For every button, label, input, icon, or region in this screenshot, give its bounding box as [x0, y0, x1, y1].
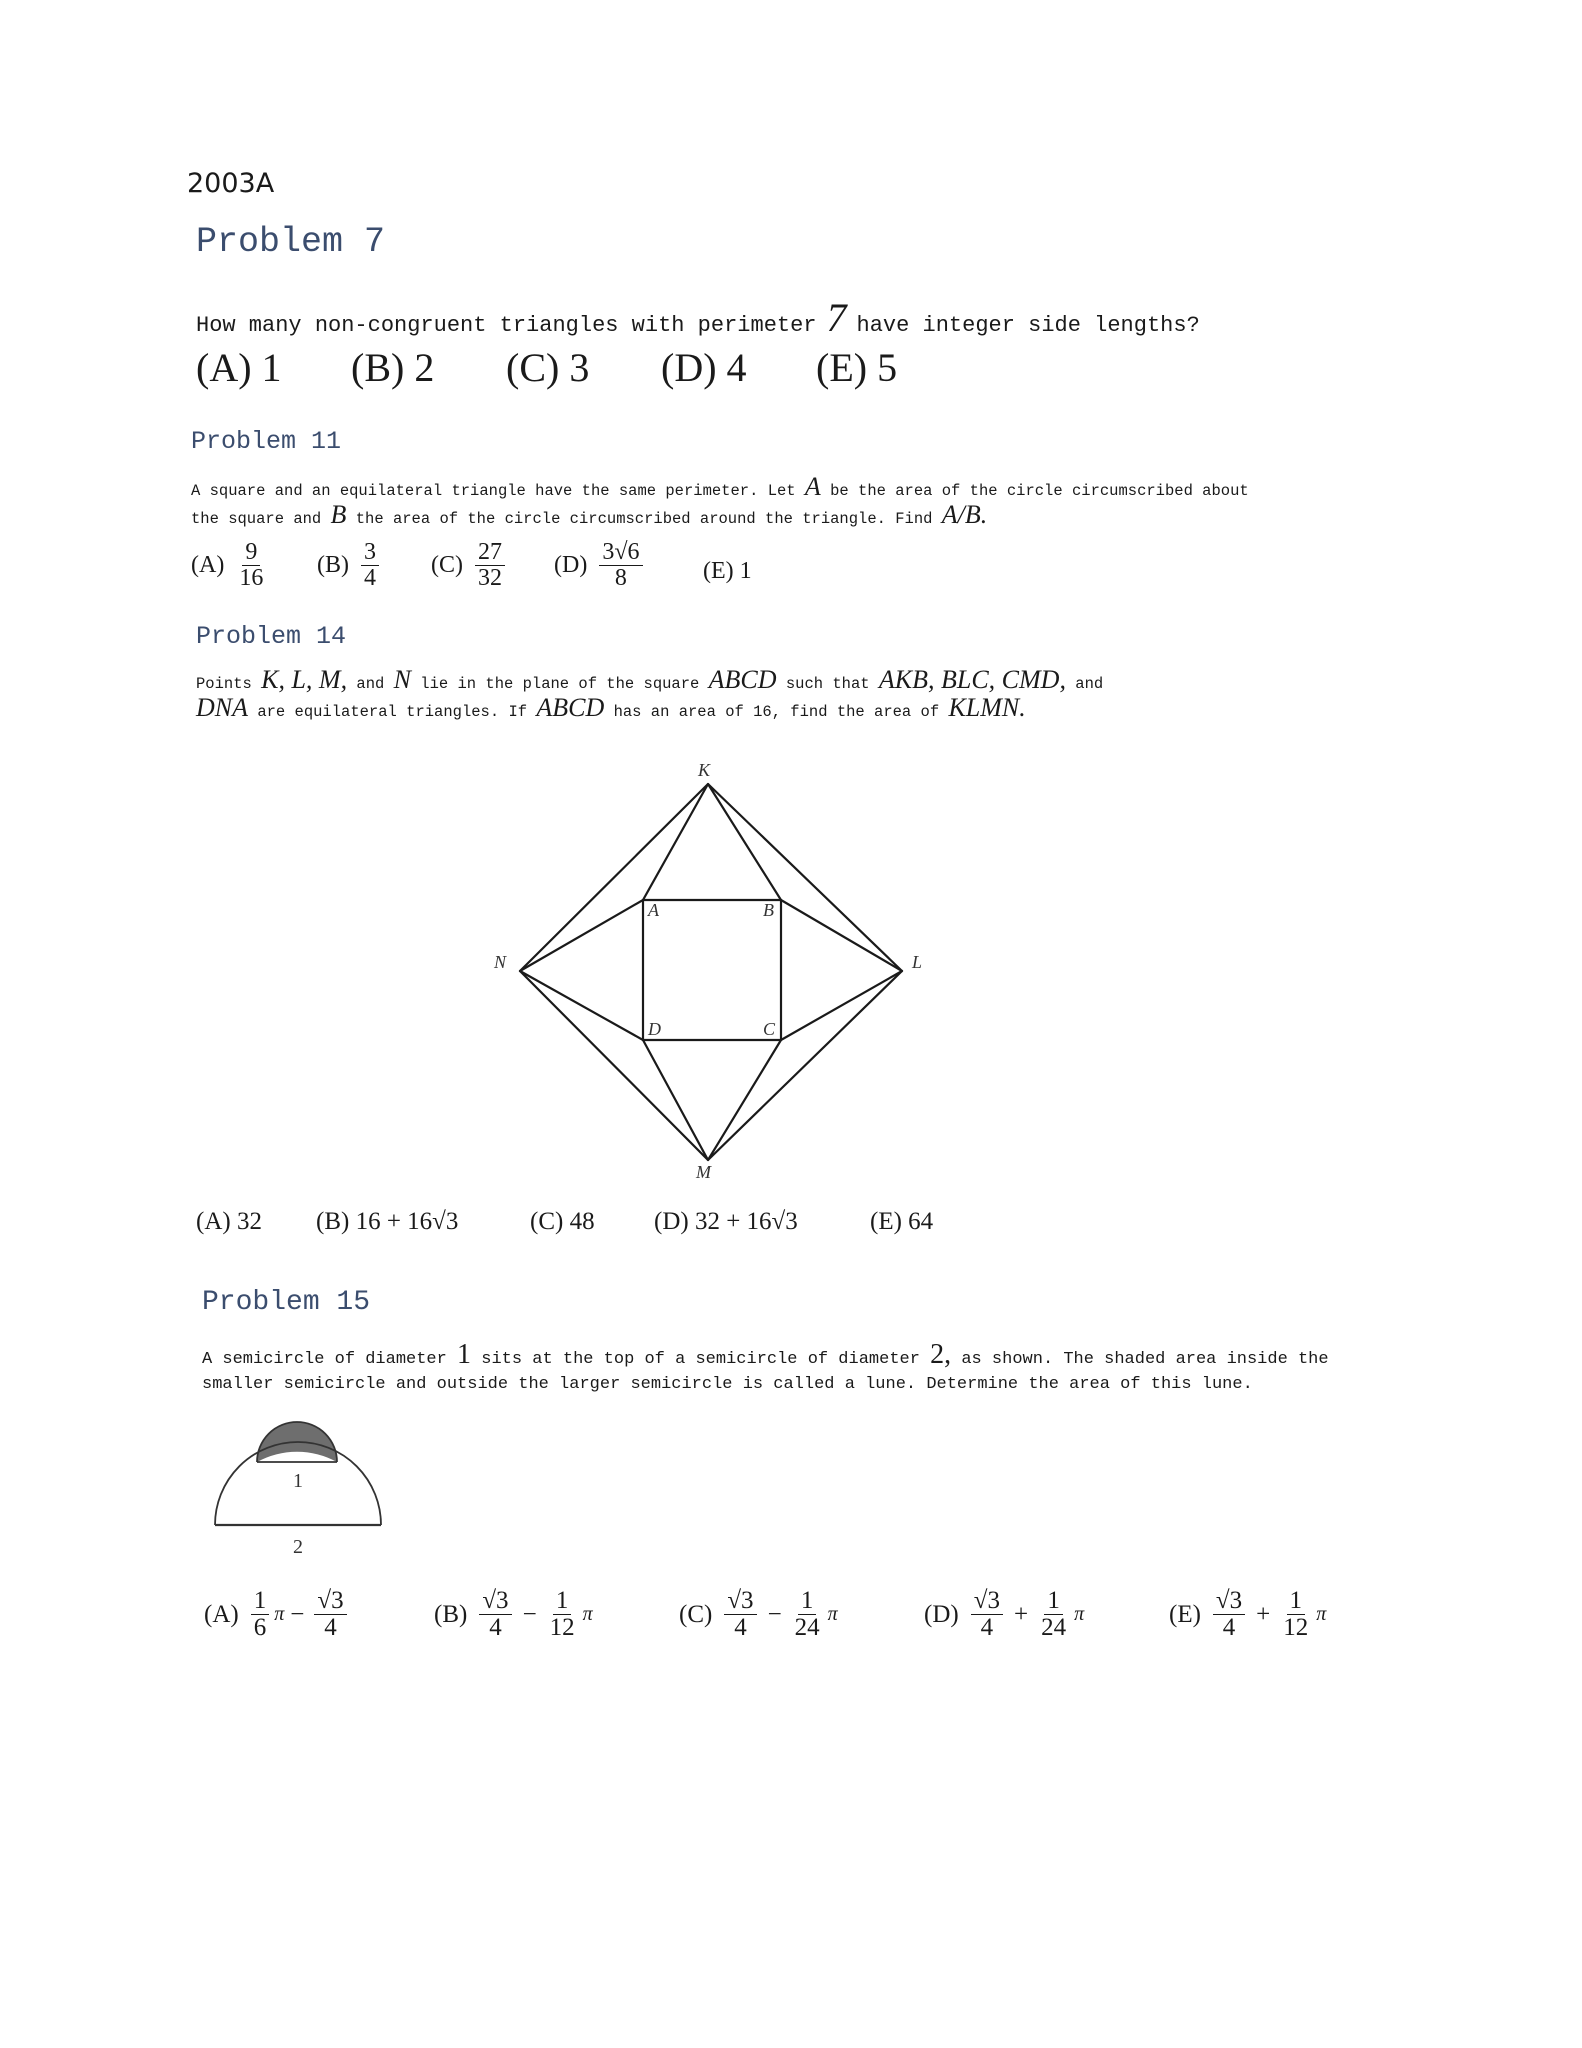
denominator: 4 [364, 565, 376, 592]
page-header: 2003A [187, 168, 275, 199]
question-text: such that [785, 675, 870, 693]
fraction [236, 540, 266, 591]
question-text: be the area of the circle circumscribed about [830, 482, 1249, 500]
denominator: 6 [253, 1614, 267, 1642]
denominator: 4 [324, 1614, 337, 1642]
numerator: 1 [798, 1588, 817, 1615]
triangle-blc [781, 900, 902, 1040]
question-text: and [1075, 675, 1104, 693]
fraction [251, 1588, 270, 1642]
choice-label: (A) [204, 1600, 239, 1628]
triangle-dna [520, 900, 643, 1040]
problem-7-title: Problem 7 [196, 222, 386, 262]
math-text: K, L, M, [261, 665, 348, 694]
question-text: sits at the top of a semicircle of diameter [481, 1350, 920, 1369]
question-text: has an area of 16, find the area of [613, 703, 940, 721]
klmn-figure [480, 750, 940, 1190]
question-text: Points [196, 675, 252, 693]
fraction [971, 1588, 1003, 1642]
denominator: 24 [794, 1614, 820, 1642]
math-text: N [393, 665, 411, 694]
operator: − [522, 1600, 537, 1628]
question-text: lie in the plane of the square [420, 675, 700, 693]
perimeter-value: 7 [826, 295, 847, 340]
label-b: B [763, 900, 774, 920]
fraction [547, 1588, 578, 1642]
choice-b [317, 540, 383, 591]
choice-b: (B) 2 [351, 345, 435, 390]
math-text: KLMN. [948, 693, 1026, 722]
choice-label: (C) [431, 552, 463, 579]
fraction [1213, 1588, 1245, 1642]
problem-14-question [196, 665, 1104, 724]
variable-b: B [330, 500, 347, 529]
choice-b [434, 1588, 593, 1642]
numerator: 3√6 [599, 540, 642, 566]
choice-label: (A) [191, 552, 225, 579]
triangle-akb [643, 784, 781, 900]
lune-figure [210, 1415, 390, 1565]
denominator: 12 [1283, 1614, 1309, 1642]
choice-c: (C) 48 [530, 1208, 595, 1235]
label-small-diameter: 1 [293, 1470, 303, 1492]
question-text: How many non-congruent triangles with perimeter [196, 313, 817, 338]
label-k: K [698, 760, 711, 780]
choice-e [1169, 1588, 1326, 1642]
choice-c [431, 540, 509, 591]
operator: + [1256, 1600, 1271, 1628]
diameter-large: 2, [930, 1339, 952, 1370]
choice-d: (D) 32 + 16√3 [654, 1208, 798, 1235]
choice-e: (E) 64 [870, 1208, 934, 1235]
numerator: 1 [1044, 1588, 1063, 1615]
label-large-diameter: 2 [293, 1536, 303, 1558]
diameter-small: 1 [457, 1339, 472, 1370]
question-text: have integer side lengths? [856, 313, 1200, 338]
choice-d [924, 1588, 1084, 1642]
pi-symbol: π [1074, 1603, 1085, 1626]
numerator: √3 [971, 1588, 1003, 1615]
denominator: 4 [1222, 1614, 1236, 1642]
problem-15-question [202, 1339, 1329, 1397]
question-text: A square and an equilateral triangle have the same perimeter. Let [191, 482, 796, 500]
fraction [792, 1588, 823, 1642]
question-text: the square and [191, 510, 322, 528]
choice-d [554, 540, 647, 591]
inner-square-abcd [643, 900, 781, 1040]
label-c: C [763, 1019, 776, 1039]
fraction [599, 540, 642, 591]
numerator: √3 [1213, 1588, 1245, 1615]
operator: + [1013, 1600, 1029, 1628]
denominator: 4 [980, 1614, 994, 1642]
choice-e: (E) 1 [703, 558, 752, 584]
operator: − [290, 1600, 305, 1628]
problem-14-title: Problem 14 [196, 622, 347, 651]
choice-label: (B) [317, 552, 349, 579]
choice-a [204, 1588, 352, 1642]
denominator: 12 [549, 1614, 575, 1642]
choice-a: (A) 32 [196, 1208, 262, 1235]
numerator: √3 [479, 1588, 511, 1615]
denominator: 4 [489, 1614, 502, 1642]
choice-label: (E) [1169, 1600, 1201, 1628]
question-text: the area of the circle circumscribed around the triangle. Find [355, 510, 933, 528]
math-text: ABCD [536, 693, 605, 722]
choice-d: (D) 4 [661, 345, 747, 390]
operator: − [767, 1600, 782, 1628]
numerator: √3 [724, 1588, 756, 1615]
triangle-cmd [643, 1040, 781, 1160]
denominator: 4 [734, 1614, 747, 1642]
math-text: ABCD [708, 665, 777, 694]
pi-symbol: π [274, 1603, 285, 1626]
choice-label: (D) [924, 1600, 959, 1628]
choice-label: (B) [434, 1600, 468, 1628]
fraction [724, 1588, 756, 1642]
denominator: 16 [239, 565, 264, 592]
question-text: A semicircle of diameter [202, 1350, 447, 1369]
variable-a: A [804, 472, 821, 501]
numerator: 1 [1287, 1588, 1306, 1615]
question-text: and [356, 675, 385, 693]
pi-symbol: π [1316, 1603, 1327, 1626]
numerator: 9 [242, 540, 260, 566]
denominator: 24 [1041, 1614, 1067, 1642]
label-m: M [696, 1162, 711, 1182]
problem-11-title: Problem 11 [191, 427, 342, 456]
pi-symbol: π [827, 1603, 838, 1626]
label-d: D [648, 1019, 661, 1039]
fraction [361, 540, 379, 591]
problem-11-question [191, 472, 1249, 531]
numerator: 27 [475, 540, 505, 566]
denominator: 32 [478, 565, 502, 592]
pi-symbol: π [582, 1603, 593, 1626]
fraction [314, 1588, 346, 1642]
label-l: L [912, 952, 923, 972]
choice-e: (E) 5 [816, 345, 898, 390]
problem-7-question [196, 294, 1200, 341]
choice-label: (C) [679, 1600, 713, 1628]
denominator: 8 [614, 565, 627, 592]
numerator: 1 [251, 1588, 270, 1615]
fraction [479, 1588, 511, 1642]
numerator: 1 [553, 1588, 572, 1615]
choice-a [191, 540, 270, 591]
choice-b: (B) 16 + 16√3 [316, 1208, 459, 1235]
question-text: are equilateral triangles. If [257, 703, 528, 721]
math-text: DNA [196, 693, 248, 722]
label-a: A [648, 900, 659, 920]
outer-square-klmn [520, 784, 902, 1160]
question-text: smaller semicircle and outside the larger semicircle is called a lune. Determine the area of this lune. [202, 1375, 1253, 1394]
ratio-ab: A/B. [941, 500, 988, 529]
question-text: as shown. The shaded area inside the [961, 1350, 1329, 1369]
fraction [1280, 1588, 1311, 1642]
numerator: √3 [314, 1588, 346, 1615]
choice-a: (A) 1 [196, 345, 282, 390]
fraction [1038, 1588, 1069, 1642]
math-text: AKB, BLC, CMD, [878, 665, 1066, 694]
problem-15-title: Problem 15 [202, 1287, 371, 1318]
choice-c [679, 1588, 838, 1642]
choice-c: (C) 3 [506, 345, 590, 390]
choice-label: (D) [554, 552, 588, 579]
fraction [475, 540, 505, 591]
numerator: 3 [361, 540, 379, 566]
label-n: N [494, 952, 507, 972]
